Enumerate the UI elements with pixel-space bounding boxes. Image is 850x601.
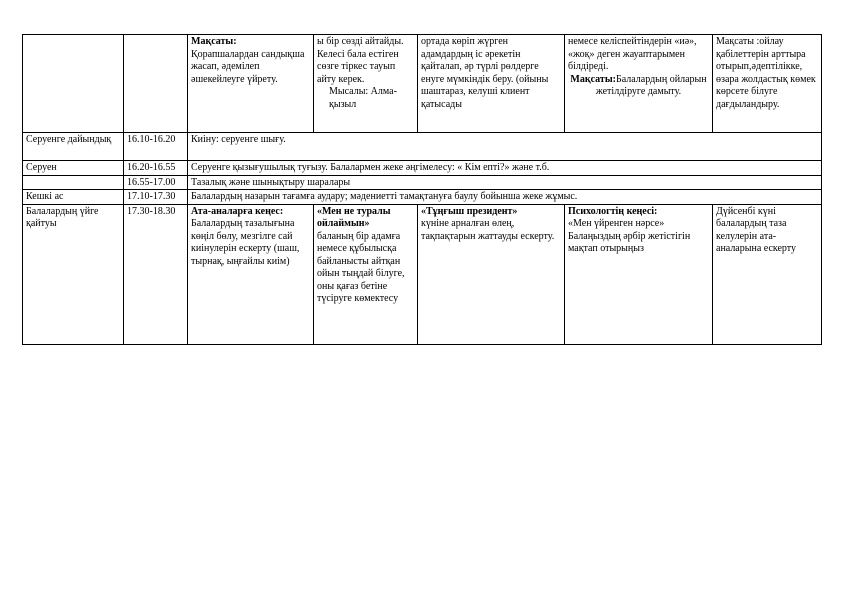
activity-name-cell: Серуенге дайындық [23,133,124,161]
schedule-table [22,34,822,345]
activity-name-cell: Серуен [23,161,124,176]
time-cell: 17.30-18.30 [124,204,188,344]
activity-text: күніне арналған өлең, тақпақтарын жаттауды ескерту. [421,218,555,242]
example-text: Мысалы: Алма- қызыл [329,86,397,110]
description-cell: Серуенге қызығушылық туғызу. Балалармен жеке әңгімелесу: « Кім епті?» және т.б. [188,161,822,176]
content-cell [188,35,314,133]
psychologist-advice-heading: Психологтің кеңесі: [568,205,658,217]
goal-heading: Мақсаты: [570,73,616,85]
activity-name-cell [23,35,124,133]
parents-advice-text: Балалардың тазалығына көңіл бөлу, мезгілге сай киінулерін ескерту (шаш, тырнақ, ыңғайлы киім) [191,218,300,267]
content-cell [418,204,565,344]
table-row [23,35,822,133]
goal-heading: Мақсаты: [191,36,237,47]
table-row [23,175,822,190]
reminder-text: Дүйсенбі күні балалардың таза келулерін ата-аналарына ескерту [716,205,797,254]
content-cell [314,35,418,133]
activity-text: баланың бір адамға немесе құбылысқа байланысты айтқан ойын тыңдай білуге, оны қағаз бетіне түсіруге көмектесу [317,230,405,304]
role-play-text: ортада көріп жүрген адамдардың іс әрекетін қайталап, әр түрлі рөлдерге енуге мүмкіндік беру. (ойыны шаштараз, келуші клиент қатысады [421,36,549,110]
time-cell: 16.55-17.00 [124,175,188,190]
time-cell [124,35,188,133]
answer-text: немесе келіспейтіндерін «иә», «жоқ» деген жауаптарымен білдіреді. [568,36,697,72]
content-cell [188,204,314,344]
description-cell: Тазалық және шынықтыру шаралары [188,175,822,190]
content-cell [314,204,418,344]
time-cell: 16.20-16.55 [124,161,188,176]
content-cell [713,35,822,133]
table-row [23,204,822,344]
activity-name-cell: Кешкі ас [23,190,124,205]
activity-heading: «Мен не туралы ойлаймын» [317,205,391,229]
psychologist-advice-text: «Мен үйренген нәрсе» Балаңыздың әрбір жетістігін мақтап отырыңыз [568,218,691,254]
table-row [23,133,822,161]
table-row [23,190,822,205]
content-cell [713,204,822,344]
description-cell: Киіну: серуенге шығу. [188,133,822,161]
activity-heading: «Тұңғыш президент» [421,205,518,217]
description-cell: Балалардың назарын тағамға аудару; мәдениетті тамақтануға баулу бойынша жеке жұмыс. [188,190,822,205]
game-text: ы бір сөзді айтайды. Келесі бала естіген сөзге тіркес тауып айту керек. [317,36,404,85]
content-cell [565,204,713,344]
content-cell [565,35,713,133]
goal-text: Мақсаты :ойлау қабілеттерін арттыра отырып,әдептілікке, өзара жолдастық көмек көрсете білуге дағдыландыру. [716,36,816,110]
time-cell: 16.10-16.20 [124,133,188,161]
content-cell [418,35,565,133]
goal-text: Қорапшалардан сандықша жасап, әдемілеп әшекейлеуге үйрету. [191,48,305,85]
table-row [23,161,822,176]
parents-advice-heading: Ата-аналарға кеңес: [191,205,284,217]
activity-name-cell: Балалардың үйге қайтуы [23,204,124,344]
goal-text: Балалардың ойларын жетілдіруге дамыту. [595,73,707,97]
activity-name-cell [23,175,124,190]
time-cell: 17.10-17.30 [124,190,188,205]
